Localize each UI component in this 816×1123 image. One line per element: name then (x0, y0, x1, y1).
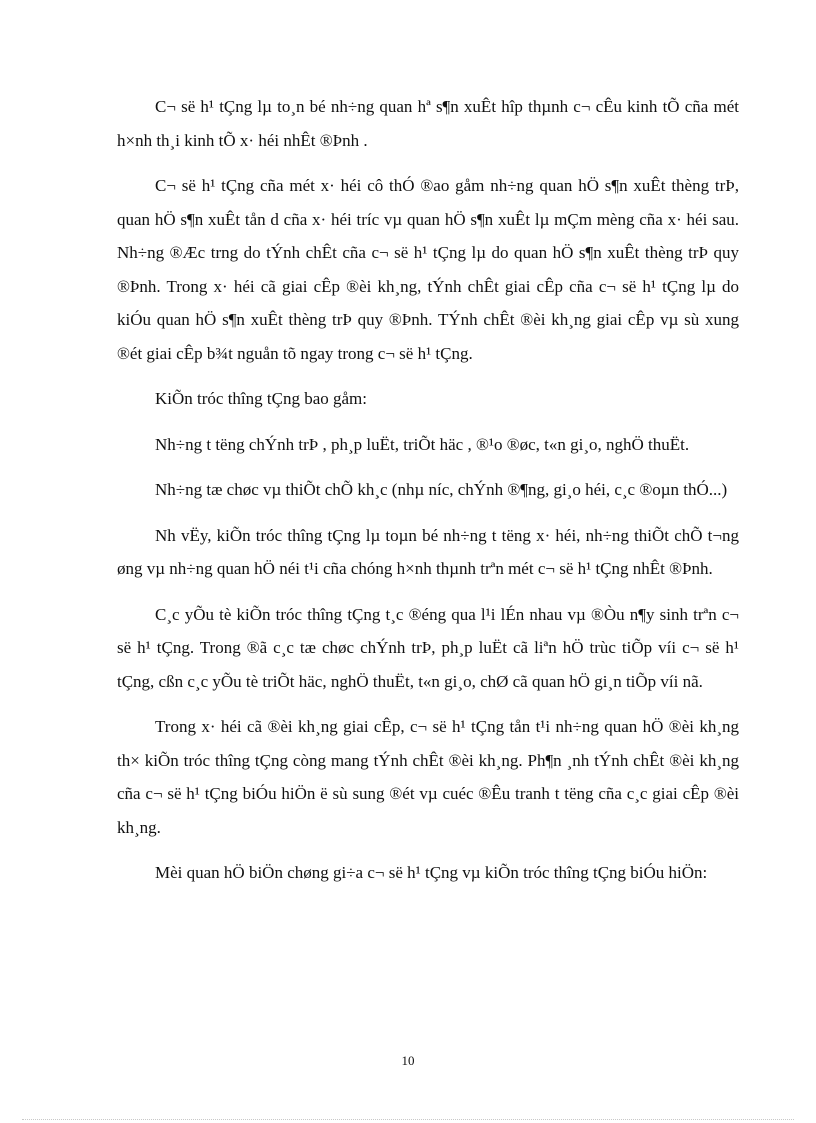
paragraph-4: Nh÷ng t tëng chÝnh trÞ , ph¸p luËt, triÕt häc , ®¹o ®øc, t«n gi¸o, nghÖ thuËt. (155, 434, 690, 454)
paragraph-6: Nh vËy, kiÕn tróc thîng tÇng lµ toµn bé nh÷ng t tëng x· héi, nh÷ng thiÕt chÕ t¬ng øng vµ nh÷ng quan hÖ néi t¹i cña chóng h×nh thµnh trªn mét c¬ së h¹ tÇng nhÊt ®Þnh. (117, 525, 739, 578)
paragraph-9: Mèi quan hÖ biÖn chøng gi÷a c¬ së h¹ tÇng vµ kiÕn tróc thîng tÇng biÓu hiÖn: (155, 863, 708, 882)
body-text (117, 90, 739, 902)
paragraph-2: C¬ së h¹ tÇng cña mét x· héi cô thÓ ®ao gåm nh÷ng quan hÖ s¶n xuÊt thèng trÞ, quan hÖ s¶n xuÊt tån d cña x· héi tríc vµ quan hÖ s¶n xuÊt lµ mÇm mèng cña x· héi sau. Nh÷ng ®Æc trng do tÝnh chÊt cña c¬ së h¹ tÇng lµ do quan hÖ s¶n xuÊt thèng trÞ quy ®Þnh. Trong x· héi cã giai cÊp ®èi kh¸ng, tÝnh chÊt giai cÊp cña c¬ së h¹ tÇng lµ do kiÓu quan hÖ s¶n xuÊt thèng trÞ quy ®Þnh. TÝnh chÊt ®èi kh¸ng giai cÊp vµ sù xung ®ét giai cÊp b¾t nguån tõ ngay trong c¬ së h¹ tÇng. (117, 176, 739, 363)
paragraph-1: C¬ së h¹ tÇng lµ to¸n bé nh÷ng quan hª s¶n xuÊt hîp thµnh c¬ cÊu kinh tÕ cña mét h×nh th¸i kinh tÕ x· héi nhÊt ®Þnh . (117, 97, 739, 150)
paragraph-7: C¸c yÕu tè kiÕn tróc thîng tÇng t¸c ®éng qua l¹i lÉn nhau vµ ®Òu n¶y sinh trªn c¬ së h¹ tÇng. Trong ®ã c¸c tæ chøc chÝnh trÞ, ph¸p luËt cã liªn hÖ trùc tiÕp víi c¬ së h¹ tÇng, cßn c¸c yÕu tè triÕt häc, nghÖ thuËt, t«n gi¸o, chØ cã quan hÖ gi¸n tiÕp víi nã. (117, 604, 739, 691)
page-bottom-divider (22, 1119, 794, 1120)
paragraph-5: Nh÷ng tæ chøc vµ thiÕt chÕ kh¸c (nhµ níc, chÝnh ®¶ng, gi¸o héi, c¸c ®oµn thÓ...) (155, 480, 728, 499)
paragraph-3: KiÕn tróc thîng tÇng bao gåm: (155, 389, 368, 408)
paragraph-8: Trong x· héi cã ®èi kh¸ng giai cÊp, c¬ së h¹ tÇng tån t¹i nh÷ng quan hÖ ®èi kh¸ng th× kiÕn tróc thîng tÇng còng mang tÝnh chÊt ®èi kh¸ng. Ph¶n ¸nh tÝnh chÊt ®èi kh¸ng cña c¬ së h¹ tÇng biÓu hiÖn ë sù sung ®ét vµ cuéc ®Êu tranh t tëng cña c¸c giai cÊp ®èi kh¸ng. (117, 717, 739, 837)
page-number: 10 (401, 1053, 415, 1068)
